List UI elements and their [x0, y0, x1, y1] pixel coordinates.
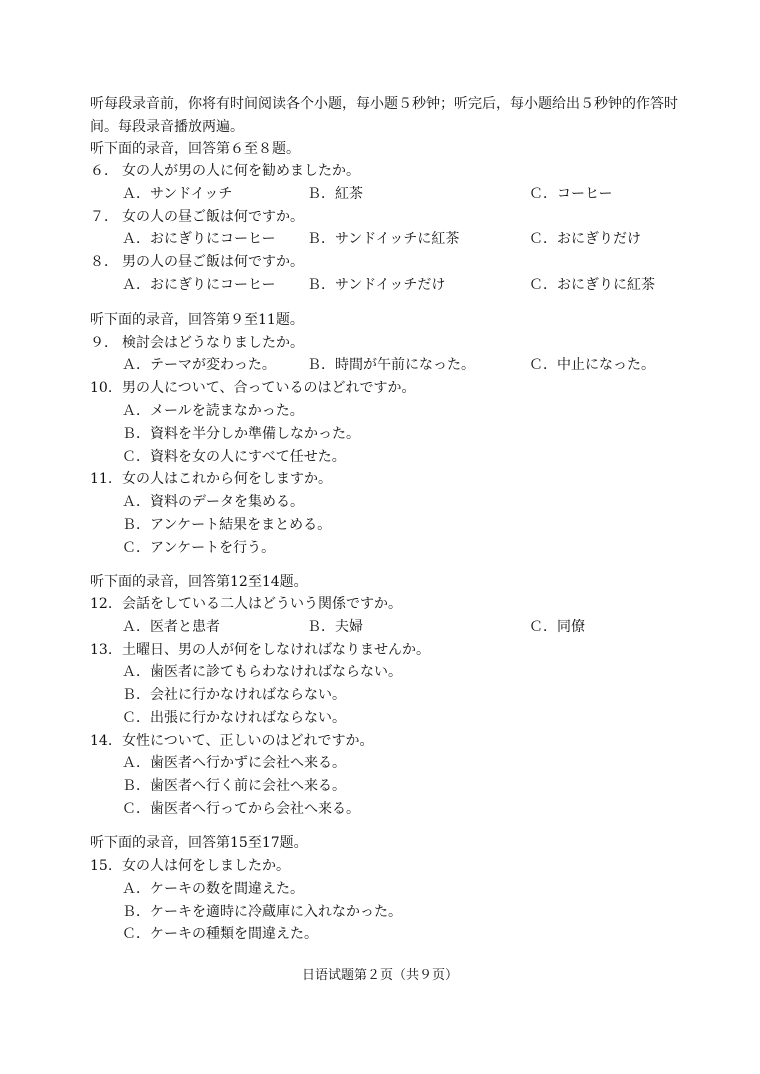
option-a: Ａ．ケーキの数を間違えた。 — [122, 881, 304, 897]
question-10 — [90, 378, 415, 398]
question-number: ６． — [90, 163, 118, 179]
instructions-paragraph: 听每段录音前，你将有时间阅读各个小题，每小题５秒钟；听完后，每小题给出５秒钟的作答时间。每段录音播放两遍。 — [90, 96, 678, 135]
page-footer: 日语试题第２页（共９页） — [301, 968, 458, 983]
question-8 — [90, 252, 304, 272]
option-b: Ｂ．紅茶 — [307, 186, 363, 202]
option-a: Ａ．おにぎりにコーヒー — [122, 231, 276, 247]
question-number: 15. — [90, 858, 113, 874]
option-a: Ａ．テーマが変わった。 — [122, 357, 276, 373]
question-text: 男の人について、合っているのはどれですか。 — [122, 380, 416, 396]
question-number: 11. — [90, 471, 113, 487]
question-text: 女の人は何をしましたか。 — [122, 858, 290, 874]
option-c: Ｃ．ケーキの種類を間違えた。 — [122, 926, 318, 942]
option-b: Ｂ．アンケート結果をまとめる。 — [122, 517, 332, 533]
option-a: Ａ．歯医者へ行かずに会社へ来る。 — [122, 755, 346, 771]
option-a: Ａ．医者と患者 — [122, 619, 220, 635]
option-c: Ｃ．歯医者へ行ってから会社へ来る。 — [122, 801, 360, 817]
option-a: Ａ．おにぎりにコーヒー — [122, 277, 276, 293]
section-heading: 听下面的录音，回答第９至11题。 — [90, 312, 304, 328]
option-a: Ａ．メールを読まなかった。 — [122, 403, 304, 419]
question-12 — [90, 594, 402, 614]
question-9 — [90, 333, 304, 353]
option-c: Ｃ．中止になった。 — [529, 357, 655, 373]
question-number: ９． — [90, 335, 118, 351]
question-13 — [90, 640, 430, 660]
question-number: ７． — [90, 209, 118, 225]
option-c: Ｃ．コーヒー — [529, 186, 613, 202]
option-b: Ｂ．会社に行かなければならない。 — [122, 687, 346, 703]
option-b: Ｂ．時間が午前になった。 — [307, 357, 475, 373]
question-number: 13. — [90, 642, 113, 658]
option-b: Ｂ．資料を半分しか準備しなかった。 — [122, 426, 360, 442]
option-a: Ａ．歯医者に診てもらわなければならない。 — [122, 664, 402, 680]
question-text: 会話をしている二人はどういう関係ですか。 — [122, 596, 402, 612]
question-11 — [90, 469, 332, 489]
option-c: Ｃ．同僚 — [529, 619, 585, 635]
option-b: Ｂ．サンドイッチだけ — [307, 277, 446, 293]
option-c: Ｃ．資料を女の人にすべて任せた。 — [122, 449, 346, 465]
option-c: Ｃ．アンケートを行う。 — [122, 540, 276, 556]
question-text: 土曜日、男の人が何をしなければなりませんか。 — [122, 642, 430, 658]
option-a: Ａ．サンドイッチ — [122, 186, 233, 202]
question-14 — [90, 731, 373, 751]
question-number: 12. — [90, 596, 113, 612]
question-number: 14. — [90, 733, 113, 749]
option-a: Ａ．資料のデータを集める。 — [122, 494, 304, 510]
option-b: Ｂ．夫婦 — [307, 619, 363, 635]
question-text: 女の人はこれから何をしますか。 — [122, 471, 332, 487]
question-6 — [90, 161, 360, 181]
section-heading: 听下面的录音，回答第６至８题。 — [90, 141, 300, 157]
option-b: Ｂ．ケーキを適時に冷蔵庫に入れなかった。 — [122, 904, 402, 920]
option-c: Ｃ．出張に行かなければならない。 — [122, 710, 346, 726]
question-text: 女性について、正しいのはどれですか。 — [122, 733, 374, 749]
question-text: 女の人が男の人に何を勧めましたか。 — [122, 163, 360, 179]
question-7 — [90, 207, 304, 227]
option-c: Ｃ．おにぎりだけ — [529, 231, 641, 247]
question-text: 女の人の昼ご飯は何ですか。 — [122, 209, 304, 225]
option-b: Ｂ．歯医者へ行く前に会社へ来る。 — [122, 778, 346, 794]
option-c: Ｃ．おにぎりに紅茶 — [529, 277, 655, 293]
section-heading: 听下面的录音，回答第15至17题。 — [90, 835, 308, 851]
option-b: Ｂ．サンドイッチに紅茶 — [307, 231, 460, 247]
question-text: 男の人の昼ご飯は何ですか。 — [122, 254, 304, 270]
question-text: 検討会はどうなりましたか。 — [122, 335, 304, 351]
section-heading: 听下面的录音，回答第12至14题。 — [90, 574, 308, 590]
question-15 — [90, 856, 290, 876]
question-number: 10. — [90, 380, 113, 396]
question-number: ８． — [90, 254, 118, 270]
